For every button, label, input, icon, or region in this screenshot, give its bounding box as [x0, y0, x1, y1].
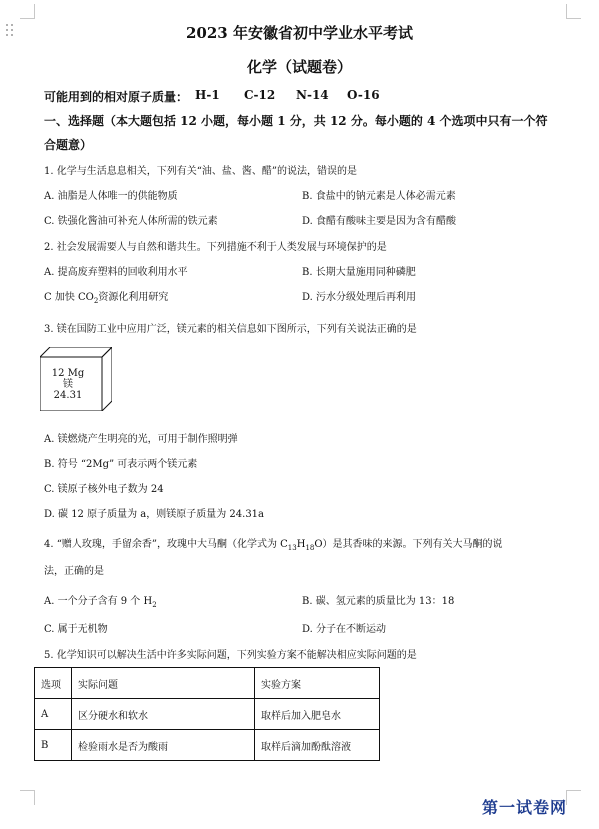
exam-subtitle: 化学（试题卷） — [246, 58, 352, 76]
table-cell: B — [35, 730, 72, 761]
q1-option-b: B. 食盐中的钠元素是人体必需元素 — [302, 191, 456, 202]
q2-option-c-suffix: 资源化利用研究 — [98, 292, 169, 303]
q2-option-d: D. 污水分级处理后再利用 — [302, 292, 417, 303]
q5-table — [34, 667, 380, 761]
q3-option-d: D. 碳 12 原子质量为 a，则镁原子质量为 24.31a — [44, 509, 265, 520]
q4-stem-prefix: 4. “赠人玫瑰，手留余香”，玫瑰中大马酮（化学式为 C — [44, 539, 288, 550]
q4-stem — [44, 535, 503, 552]
table-header-cell: 实验方案 — [255, 668, 380, 699]
q2-stem: 2. 社会发展需要人与自然和谐共生。下列措施不利于人类发展与环境保护的是 — [44, 242, 387, 253]
q4-formula-c-sub: 13 — [287, 544, 297, 552]
q5-stem: 5. 化学知识可以解决生活中许多实际问题，下列实验方案不能解决相应实际问题的是 — [44, 650, 417, 661]
q4-stem-suffix: O）是其香味的来源。下列有关大马酮的说 — [314, 539, 503, 550]
atomic-mass-o: O-16 — [347, 88, 380, 102]
table-header-cell: 实际问题 — [72, 668, 255, 699]
q4-option-a-sub: 2 — [152, 601, 157, 609]
element-number-symbol: 12 Mg — [51, 368, 85, 379]
element-card — [40, 368, 96, 401]
q4-option-b: B. 碳、氢元素的质量比为 13：18 — [302, 596, 455, 607]
q3-stem: 3. 镁在国防工业中应用广泛，镁元素的相关信息如下图所示，下列有关说法正确的是 — [44, 324, 417, 335]
exam-title: 2023 年安徽省初中学业水平考试 — [186, 24, 413, 42]
table-cell: 取样后滴加酚酞溶液 — [255, 730, 380, 761]
corner-mark-bottom-left — [20, 790, 35, 805]
q4-option-a-text: A. 一个分子含有 9 个 H — [44, 596, 153, 607]
watermark-logo: 第一试卷网 — [482, 798, 568, 817]
section-heading-line2: 合题意） — [44, 138, 93, 152]
atomic-mass-n: N-14 — [296, 88, 329, 102]
q2-option-c-sub: 2 — [93, 297, 99, 305]
q2-option-b: B. 长期大量施用同种磷肥 — [302, 267, 416, 278]
q1-option-a: A. 油脂是人体唯一的供能物质 — [44, 191, 178, 202]
q2-option-c-prefix: C 加快 CO — [44, 292, 94, 303]
q1-option-d: D. 食醋有酸味主要是因为含有醋酸 — [302, 216, 457, 227]
q3-option-c: C. 镁原子核外电子数为 24 — [44, 484, 164, 495]
q3-option-a: A. 镁燃烧产生明亮的光，可用于制作照明弹 — [44, 434, 238, 445]
q4-formula-h-sub: 18 — [305, 544, 315, 552]
q4-formula-h: H — [296, 539, 306, 550]
table-header-cell: 选项 — [35, 668, 72, 699]
corner-mark-top-left — [20, 4, 35, 19]
table-cell: 取样后加入肥皂水 — [255, 699, 380, 730]
table-cell: A — [35, 699, 72, 730]
table-cell: 检验雨水是否为酸雨 — [72, 730, 255, 761]
q4-option-d: D. 分子在不断运动 — [302, 624, 387, 635]
q1-stem: 1. 化学与生活息息相关，下列有关“油、盐、酱、醋”的说法，错误的是 — [44, 166, 357, 177]
table-row — [35, 730, 380, 761]
table-header-row — [35, 668, 380, 699]
section-heading-line1: 一、选择题（本大题包括 12 小题，每小题 1 分，共 12 分。每小题的 4 个选项中只有一个符 — [44, 114, 548, 128]
q4-option-c: C. 属于无机物 — [44, 624, 108, 635]
atomic-mass-h: H-1 — [195, 88, 220, 102]
table-cell: 区分硬水和软水 — [72, 699, 255, 730]
q4-option-a — [44, 592, 157, 609]
q3-option-b: B. 符号 “2Mg” 可表示两个镁元素 — [44, 459, 198, 470]
q1-option-c: C. 铁强化酱油可补充人体所需的铁元素 — [44, 216, 218, 227]
corner-mark-top-right — [566, 4, 581, 19]
element-name: 镁 — [63, 379, 73, 390]
table-row — [35, 699, 380, 730]
q2-option-c — [44, 288, 168, 305]
element-mass: 24.31 — [53, 390, 83, 401]
q2-option-a: A. 提高废弃塑料的回收利用水平 — [44, 267, 188, 278]
atomic-mass-c: C-12 — [244, 88, 276, 102]
q4-stem-line2: 法，正确的是 — [44, 566, 104, 577]
atomic-mass-label: 可能用到的相对原子质量： — [44, 90, 189, 104]
corner-mark-bottom-right — [566, 790, 581, 805]
